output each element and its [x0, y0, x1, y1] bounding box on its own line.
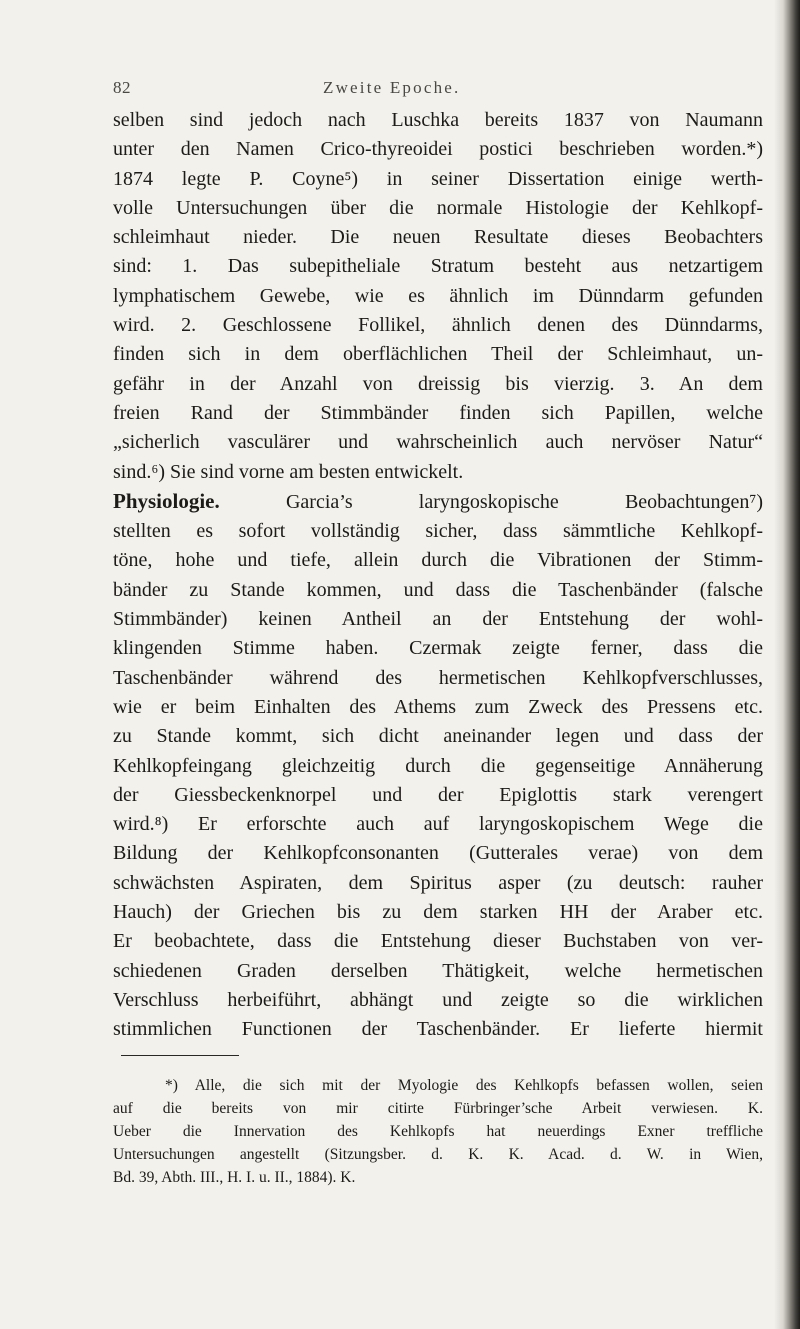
text-line: wird.⁸) Er erforschte auch auf laryngoskopischem Wege die — [113, 813, 763, 836]
footnote-line: auf die bereits von mir citirte Fürbringer’sche Arbeit verwiesen. K. — [113, 1099, 763, 1117]
footnote-divider — [121, 1055, 239, 1056]
text-line: sind.⁶) Sie sind vorne am besten entwickelt. — [113, 460, 464, 483]
text-line: bänder zu Stande kommen, und dass die Taschenbänder (falsche — [113, 578, 763, 601]
page-number: 82 — [113, 78, 131, 97]
main-text — [113, 106, 763, 1045]
text-line: Bildung der Kehlkopfconsonanten (Gutterales verae) von dem — [113, 842, 763, 865]
physiology-first-line-text: Garcia’s laryngoskopische Beobachtungen⁷) — [285, 490, 764, 513]
running-head — [113, 60, 763, 96]
text-line: gefähr in der Anzahl von dreissig bis vierzig. 3. An dem — [113, 372, 763, 395]
text-line: Er beobachtete, dass die Entstehung dieser Buchstaben von ver- — [113, 930, 763, 953]
text-line: schwächsten Aspiraten, dem Spiritus asper (zu deutsch: rauher — [113, 871, 763, 894]
text-line: freien Rand der Stimmbänder finden sich Papillen, welche — [113, 401, 763, 424]
physiology-first-line — [113, 487, 763, 517]
footnote — [113, 1074, 763, 1189]
text-line: zu Stande kommt, sich dicht aneinander legen und dass der — [113, 725, 763, 748]
text-line: töne, hohe und tiefe, allein durch die Vibrationen der Stimm- — [113, 549, 763, 572]
text-line: Verschluss herbeiführt, abhängt und zeigte so die wirklichen — [113, 988, 763, 1011]
text-line: schiedenen Graden derselben Thätigkeit, welche hermetischen — [113, 959, 763, 982]
text-line: Taschenbänder während des hermetischen Kehlkopfverschlusses, — [113, 666, 763, 689]
text-line: wird. 2. Geschlossene Follikel, ähnlich denen des Dünndarms, — [113, 314, 763, 337]
text-line: wie er beim Einhalten des Athems zum Zweck des Pressens etc. — [113, 695, 763, 718]
section-heading-physiology: Physiologie. — [113, 488, 220, 513]
text-line: volle Untersuchungen über die normale Histologie der Kehlkopf- — [113, 196, 763, 219]
text-line: sind: 1. Das subepitheliale Stratum besteht aus netzartigem — [113, 255, 763, 278]
page-edge-shadow — [774, 0, 800, 1329]
text-line: stellten es sofort vollständig sicher, dass sämmtliche Kehlkopf- — [113, 520, 763, 543]
footnote-line: *) Alle, die sich mit der Myologie des Kehlkopfs befassen wollen, seien — [165, 1076, 763, 1094]
text-line: stimmlichen Functionen der Taschenbänder. Er lieferte hiermit — [113, 1018, 763, 1041]
text-line: unter den Namen Crico-thyreoidei postici beschrieben worden.*) — [113, 138, 763, 161]
running-title: Zweite Epoche. — [323, 78, 461, 97]
text-line: finden sich in dem oberflächlichen Theil der Schleimhaut, un- — [113, 343, 763, 366]
text-line: lymphatischem Gewebe, wie es ähnlich im Dünndarm gefunden — [113, 284, 763, 307]
text-line: schleimhaut nieder. Die neuen Resultate dieses Beobachters — [113, 226, 763, 249]
text-line: klingenden Stimme haben. Czermak zeigte ferner, dass die — [113, 637, 763, 660]
footnote-line: Ueber die Innervation des Kehlkopfs hat neuerdings Exner treffliche — [113, 1122, 763, 1140]
text-line: Kehlkopfeingang gleichzeitig durch die gegenseitige Annäherung — [113, 754, 763, 777]
text-line: der Giessbeckenknorpel und der Epiglottis stark verengert — [113, 783, 763, 806]
text-line: Hauch) der Griechen bis zu dem starken HH der Araber etc. — [113, 901, 763, 924]
book-page — [113, 60, 763, 1189]
footnote-line: Untersuchungen angestellt (Sitzungsber. d. K. K. Acad. d. W. in Wien, — [113, 1145, 763, 1163]
text-line: „sicherlich vasculärer und wahrscheinlich auch nervöser Natur“ — [113, 431, 763, 454]
text-line: selben sind jedoch nach Luschka bereits 1837 von Naumann — [113, 109, 763, 131]
text-line: 1874 legte P. Coyne⁵) in seiner Dissertation einige werth- — [113, 167, 763, 190]
footnote-line: Bd. 39, Abth. III., H. I. u. II., 1884). K. — [113, 1168, 356, 1186]
text-line: Stimmbänder) keinen Antheil an der Entstehung der wohl- — [113, 608, 763, 631]
